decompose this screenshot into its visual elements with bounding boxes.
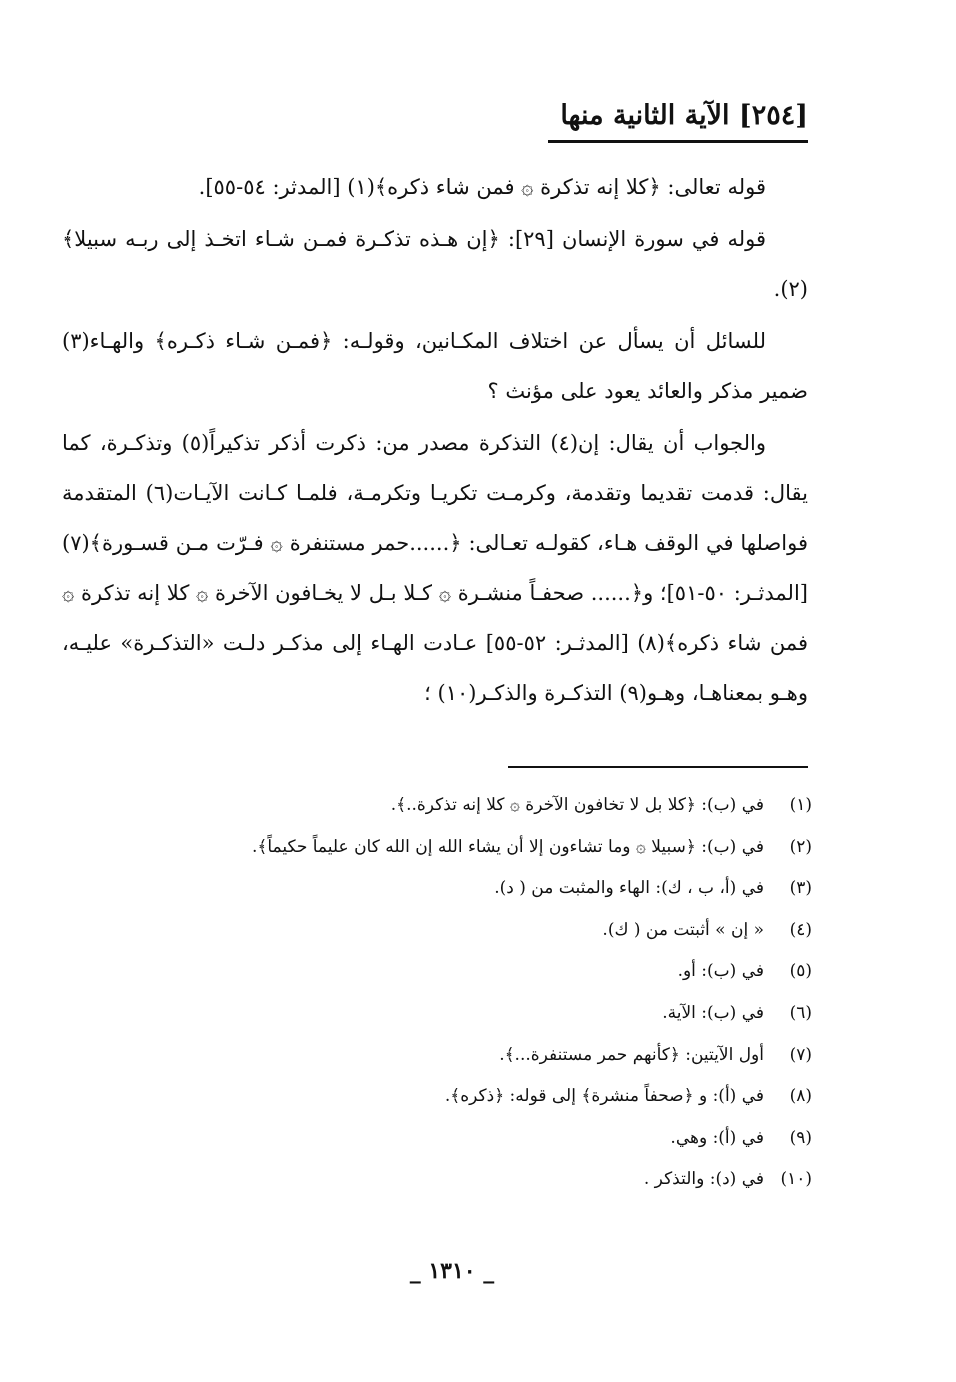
footnote-text: في (د): والتذكر . bbox=[643, 1169, 764, 1190]
footnote-item bbox=[200, 1159, 812, 1201]
footnote-text: في (أ): و ﴿صحفاً منشرة﴾ إلى قوله: ﴿ذكره﴾. bbox=[444, 1086, 764, 1107]
footnote-number: (٥) bbox=[789, 961, 812, 982]
paragraph: للسائل أن يسأل عن اختلاف المكـانين، وقولـه: ﴿فمـن شـاء ذكـره﴾ والهـاء(٣) ضمير مذكر والعائد يعود على مؤنث ؟ bbox=[62, 329, 808, 403]
footnote-text: في (ب): ﴿كلا بل لا تخافون الآخرة ۞ كلا إنه تذكرة..﴾. bbox=[390, 795, 764, 815]
section-header bbox=[548, 96, 808, 136]
footnote-number: (٤) bbox=[789, 919, 812, 940]
footnote-text: في (أ، ب ، ك): الهاء والمثبت من ( د). bbox=[494, 878, 764, 899]
footnotes bbox=[200, 785, 812, 1201]
footnote-number: (١) bbox=[789, 795, 812, 815]
footnote-text: أول الآيتين: ﴿كأنهم حمر مستنفرة...﴾. bbox=[499, 1044, 764, 1065]
footnote-item bbox=[200, 993, 812, 1035]
footnote-item bbox=[200, 868, 812, 910]
footnote-text: في (ب): أو. bbox=[677, 961, 764, 982]
paragraph: والجواب أن يقال: إن(٤) التذكرة مصدر من: ذكرت أذكر تذكيراً(٥) وتذكـرة، كما يقال: قدمت تقديما وتقدمة، وكرمـت تكريـا وتكرمـة، فلمـا كـانت الآيـات(٦) المتقدمة فواصلها في الوقف هـاء، كقولـه تعـالى: ﴿......حمر مستنفرة ۞ فـرّت مـن قسـورة﴾(٧) [المدثـر: ٥٠-٥١]؛ و﴿...... صحفـاً منشـرة ۞ كـلا بـل لا يخـافون الآخرة ۞ كلا إنه تذكرة ۞ فمن شاء ذكره﴾(٨) [المدثـر: ٥٢-٥٥] عـادت الهـاء إلى مذكـر دلـت «التذكـرة» عليـه، وهـو بمعناهـا، وهـو(٩) التذكـرة والذكـر(١٠) ؛ bbox=[62, 431, 808, 705]
footnote-item bbox=[200, 1076, 812, 1118]
header-underline bbox=[548, 140, 808, 143]
paragraph: قوله في سورة الإنسان [٢٩]: ﴿إن هـذه تذكـرة فمـن شـاء اتخـذ إلى ربـه سبيلا﴾(٢). bbox=[62, 227, 808, 301]
footnote-number: (٢) bbox=[789, 836, 812, 857]
footnote-text: في (ب): الآية. bbox=[662, 1002, 764, 1023]
footnote-text: « إن » أثبتت من ( ك). bbox=[602, 919, 764, 940]
footnote-separator bbox=[508, 766, 808, 768]
footnote-number: (٨) bbox=[789, 1086, 812, 1107]
section-title: [٢٥٤] الآية الثانية منها bbox=[560, 100, 808, 131]
footnote-item bbox=[200, 910, 812, 952]
paragraph: قوله تعالى: ﴿كلا إنه تذكرة ۞ فمن شاء ذكره﴾(١) [المدثر: ٥٤-٥٥]. bbox=[198, 175, 766, 199]
footnote-item bbox=[200, 1118, 812, 1160]
footnote-item bbox=[200, 785, 812, 827]
page-number: _ ١٣١٠ _ bbox=[409, 1258, 495, 1284]
footnote-item bbox=[200, 827, 812, 869]
footnote-number: (٩) bbox=[789, 1127, 812, 1148]
footnote-text: في (أ): وهي. bbox=[670, 1127, 764, 1148]
main-text bbox=[62, 162, 808, 718]
footnote-number: (٣) bbox=[789, 878, 812, 899]
footnote-number: (١٠) bbox=[780, 1169, 812, 1190]
footnote-text: في (ب): ﴿سبيلا ۞ وما تشاءون إلا أن يشاء الله إن الله كان عليماً حكيماً﴾. bbox=[251, 836, 764, 857]
footnote-item bbox=[200, 1035, 812, 1077]
footnote-number: (٦) bbox=[789, 1002, 812, 1023]
footnote-item bbox=[200, 951, 812, 993]
footnote-number: (٧) bbox=[789, 1044, 812, 1065]
